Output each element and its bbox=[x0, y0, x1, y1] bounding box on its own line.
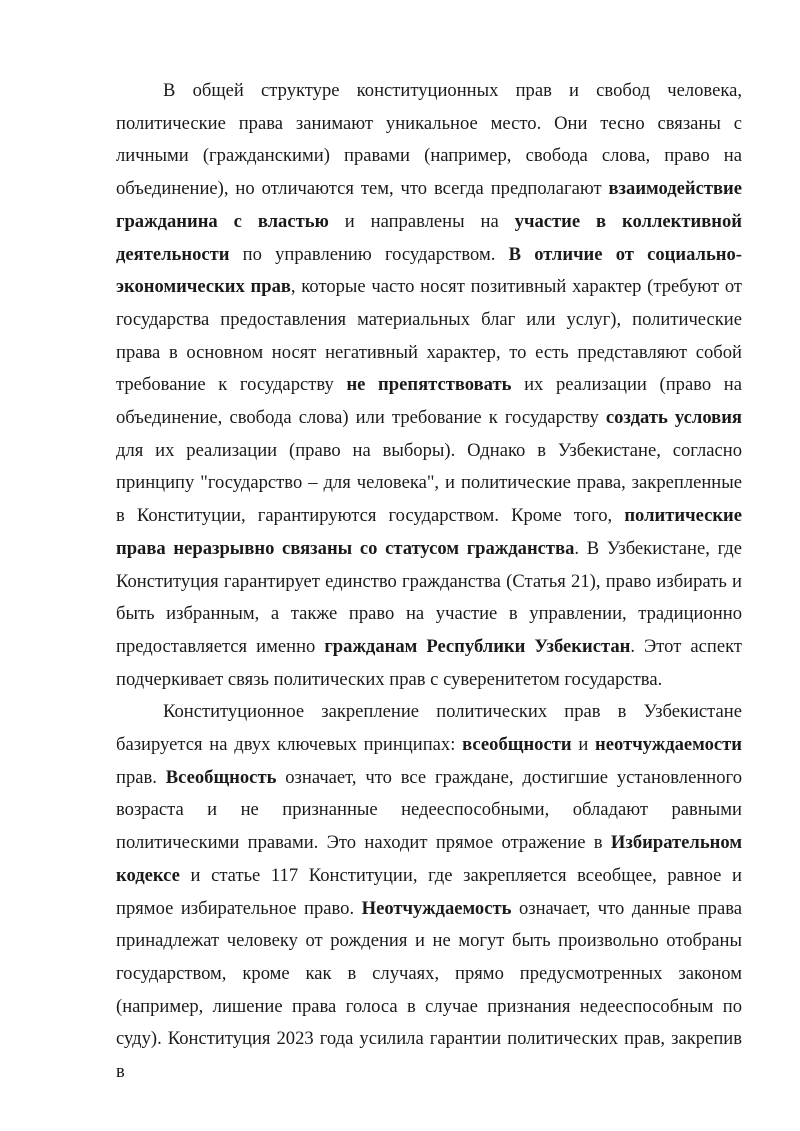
bold-text-span: взаимодействие гражданина с властью bbox=[116, 178, 742, 232]
bold-text-span: всеобщности bbox=[462, 734, 572, 756]
bold-text-span: неотчуждаемости bbox=[595, 734, 742, 756]
text-span: означает, что данные права принадлежат человеку от рождения и не могут быть произвольно отобраны государством, кроме как в случаях, прямо предусмотренных законом (например, лишение права голоса в случае признания недееспособным по суду). Конституция 2023 года усилила гарантии политических прав, закрепив в bbox=[116, 897, 742, 1083]
bold-text-span: Неотчуждаемость bbox=[361, 897, 512, 919]
text-span: и bbox=[571, 734, 596, 756]
bold-text-span: В отличие от социально-экономических прав bbox=[116, 243, 742, 298]
paragraph bbox=[116, 75, 742, 696]
bold-text-span: Всеобщность bbox=[165, 766, 277, 788]
text-span: , которые часто носят позитивный характер (требуют от государства предоставления материальных благ или услуг), политические права в основном носят негативный характер, то есть представляют собой требование к государству bbox=[116, 276, 742, 396]
bold-text-span: Избирательном кодексе bbox=[116, 832, 742, 886]
bold-text-span: участие в коллективной деятельности bbox=[116, 210, 743, 265]
text-span: . Этот аспект подчеркивает связь политических прав с суверенитетом государства. bbox=[116, 635, 743, 690]
bold-text-span: создать условия bbox=[605, 407, 742, 429]
paragraph bbox=[116, 696, 742, 1088]
text-span: по управлению государством. bbox=[229, 243, 509, 265]
text-span: прав. bbox=[116, 766, 166, 788]
document-body bbox=[116, 75, 742, 1089]
text-span: . В Узбекистане, где Конституция гарантирует единство гражданства (Статья 21), право избирать и быть избранным, а также право на участие в управлении, традиционно предоставляется именно bbox=[116, 537, 742, 657]
text-span: их реализации (право на объединение, свобода слова) или требование к государству bbox=[116, 374, 743, 429]
text-span: означает, что все граждане, достигшие установленного возраста и не признанные недееспособными, обладают равными политическими правами. Это находит прямое отражение в bbox=[116, 766, 742, 854]
text-span: и направлены на bbox=[328, 210, 515, 232]
text-span: В общей структуре конституционных прав и свобод человека, политические права занимают уникальное место. Они тесно связаны с личными (гражданскими) правами (например, свобода слова, право на объединение), но отличаются тем, что всегда предполагают bbox=[116, 80, 742, 200]
text-span: для их реализации (право на выборы). Однако в Узбекистане, согласно принципу "государство – для человека", и политические права, закрепленные в Конституции, гарантируются государством. Кроме того, bbox=[116, 439, 742, 527]
text-span: Конституционное закрепление политических прав в Узбекистане базируется на двух ключевых принципах: bbox=[116, 701, 742, 756]
text-span: и статье 117 Конституции, где закрепляется всеобщее, равное и прямое избирательное право. bbox=[116, 864, 742, 919]
bold-text-span: гражданам Республики Узбекистан bbox=[324, 635, 631, 657]
bold-text-span: политические права неразрывно связаны со статусом гражданства bbox=[116, 505, 742, 559]
bold-text-span: не препятствовать bbox=[346, 374, 512, 396]
